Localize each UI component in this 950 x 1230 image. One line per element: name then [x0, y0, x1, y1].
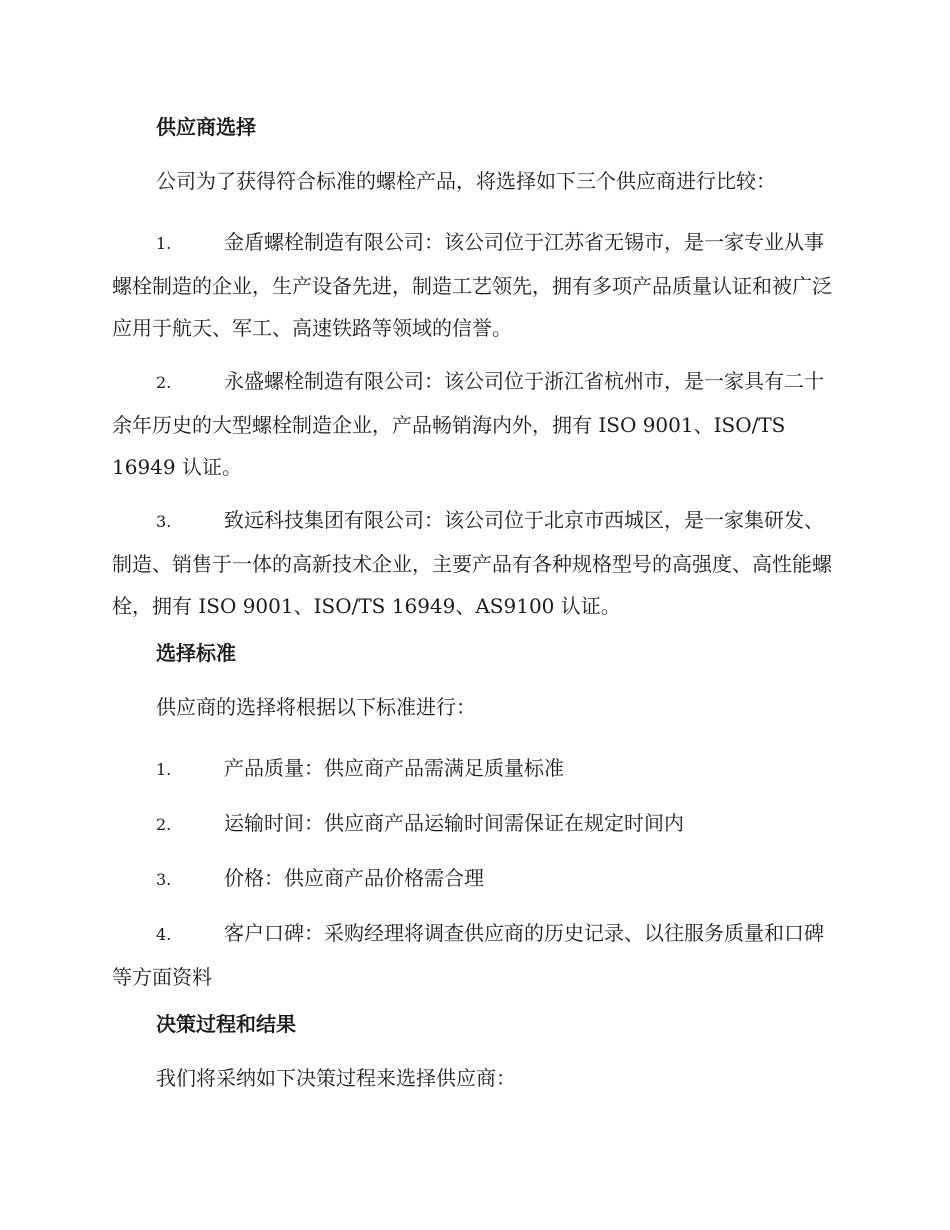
list-item: [112, 499, 838, 627]
list-number: 1.: [156, 234, 172, 253]
list-item: [112, 360, 838, 488]
list-text: 价格：供应商产品价格需合理: [224, 866, 484, 890]
list-text: 致远科技集团有限公司：该公司位于北京市西城区，是一家集研发、制造、销售于一体的高新技术企业，主要产品有各种规格型号的高强度、高性能螺栓，拥有 ISO 9001、ISO/TS 16949、AS9100 认证。: [112, 508, 832, 618]
intro-paragraph: 供应商的选择将根据以下标准进行：: [156, 695, 476, 719]
list-item: [112, 221, 838, 349]
intro-paragraph: 我们将采纳如下决策过程来选择供应商：: [156, 1066, 516, 1090]
list-item: [112, 857, 838, 901]
list-item: [112, 912, 838, 998]
list-number: 3.: [156, 870, 172, 889]
list-number: 4.: [156, 925, 172, 944]
list-text: 金盾螺栓制造有限公司：该公司位于江苏省无锡市，是一家专业从事螺栓制造的企业，生产设备先进，制造工艺领先，拥有多项产品质量认证和被广泛应用于航天、军工、高速铁路等领域的信誉。: [112, 230, 832, 340]
section-heading-selection-criteria: 选择标准: [156, 641, 236, 665]
list-text: 永盛螺栓制造有限公司：该公司位于浙江省杭州市，是一家具有二十余年历史的大型螺栓制造企业，产品畅销海内外，拥有 ISO 9001、ISO/TS 16949 认证。: [112, 369, 824, 479]
intro-paragraph: 公司为了获得符合标准的螺栓产品，将选择如下三个供应商进行比较：: [156, 169, 776, 193]
list-number: 2.: [156, 815, 172, 834]
list-number: 3.: [156, 512, 172, 531]
list-item: [112, 747, 838, 791]
list-text: 产品质量：供应商产品需满足质量标准: [224, 756, 564, 780]
list-number: 2.: [156, 373, 172, 392]
section-heading-supplier-selection: 供应商选择: [156, 115, 256, 139]
list-item: [112, 802, 838, 846]
list-text: 运输时间：供应商产品运输时间需保证在规定时间内: [224, 811, 684, 835]
list-number: 1.: [156, 760, 172, 779]
list-text: 客户口碑：采购经理将调查供应商的历史记录、以往服务质量和口碑等方面资料: [112, 921, 824, 989]
section-heading-decision-process: 决策过程和结果: [156, 1012, 296, 1036]
